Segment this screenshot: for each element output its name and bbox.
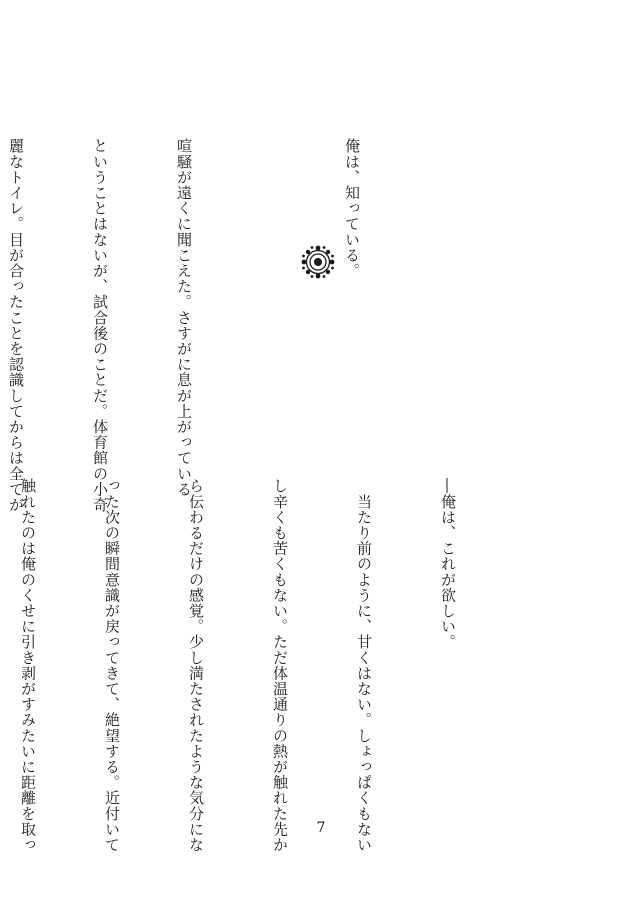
bottom-text-block (0, 478, 518, 853)
top-text-block (0, 138, 422, 513)
floral-ornament-icon (300, 244, 336, 280)
text-line: ら伝わるだけの感覚。少し満たされたような気分にな (187, 478, 205, 853)
text-line: った次の瞬間意識が戻ってきて、絶望する。近付いて (103, 478, 121, 853)
text-line: ということはないが、試合後のことだ。体育館の小奇 (91, 138, 109, 513)
text-line: し辛くも苦くもない。ただ体温通りの熱が触れた先か (271, 478, 289, 853)
text-line: 喧騒が遠くに聞こえた。さすがに息が上がっている (175, 138, 193, 497)
paragraph-gap (254, 138, 282, 438)
text-line: ―俺は、これが欲しい。 (439, 478, 457, 650)
text-line: 俺は、知っている。 (343, 138, 361, 279)
text-line: 当たり前のように、甘くはない。しょっぱくもない (355, 478, 373, 853)
text-line: 麗なトイレ。目が合ったことを認識してからは全てが (7, 138, 25, 513)
text-line: 触れたのは俺のくせに引き剥がすみたいに距離を取っ (19, 478, 37, 853)
page-number: 7 (316, 820, 326, 836)
